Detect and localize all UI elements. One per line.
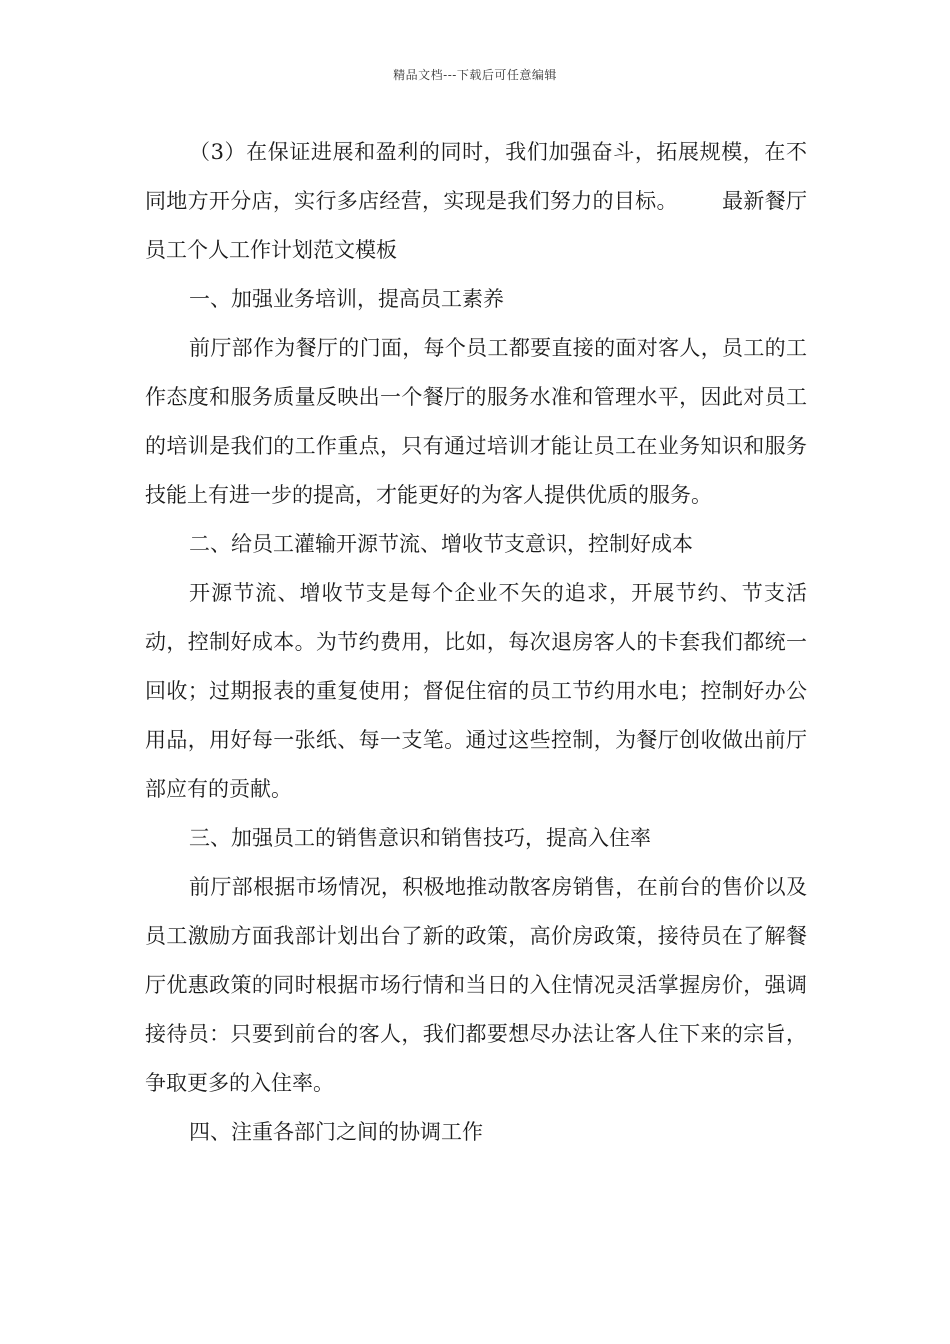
section-heading-3: 三、加强员工的销售意识和销售技巧，提高入住率 xyxy=(189,826,651,850)
section-body-1: 前厅部作为餐厅的门面，每个员工都要直接的面对客人，员工的工作态度和服务质量反映出一个餐厅的服务水准和管理水平，因此对员工的培训是我们的工作重点，只有通过培训才能让员工在业务知识和服务技能上有进一步的提高，才能更好的为客人提供优质的服务。 xyxy=(145,336,807,507)
section-heading-4: 四、注重各部门之间的协调工作 xyxy=(189,1120,483,1144)
paragraph-goal-text: （3）在保证进展和盈利的同时，我们加强奋斗，拓展规模，在不同地方开分店，实行多店经营，实现是我们努力的目标。 xyxy=(145,140,807,213)
paragraph-goal xyxy=(145,128,807,275)
document-body xyxy=(145,128,807,1157)
section-body-2: 开源节流、增收节支是每个企业不矢的追求，开展节约、节支活动，控制好成本。为节约费用，比如，每次退房客人的卡套我们都统一回收；过期报表的重复使用；督促住宿的员工节约用水电；控制好办公用品，用好每一张纸、每一支笔。通过这些控制，为餐厅创收做出前厅部应有的贡献。 xyxy=(145,581,807,801)
section-heading-2: 二、给员工灌输开源节流、增收节支意识，控制好成本 xyxy=(189,532,693,556)
section-heading-1: 一、加强业务培训，提高员工素养 xyxy=(189,287,504,311)
document-title: 最新餐厅员工个人工作计划范文模板 xyxy=(145,189,808,262)
section-body-3: 前厅部根据市场情况，积极地推动散客房销售，在前台的售价以及员工激励方面我部计划出台了新的政策，高价房政策，接待员在了解餐厅优惠政策的同时根据市场行情和当日的入住情况灵活掌握房价，强调接待员：只要到前台的客人，我们都要想尽办法让客人住下来的宗旨，争取更多的入住率。 xyxy=(145,875,807,1095)
page-header: 精品文档---下载后可任意编辑 xyxy=(393,68,557,82)
